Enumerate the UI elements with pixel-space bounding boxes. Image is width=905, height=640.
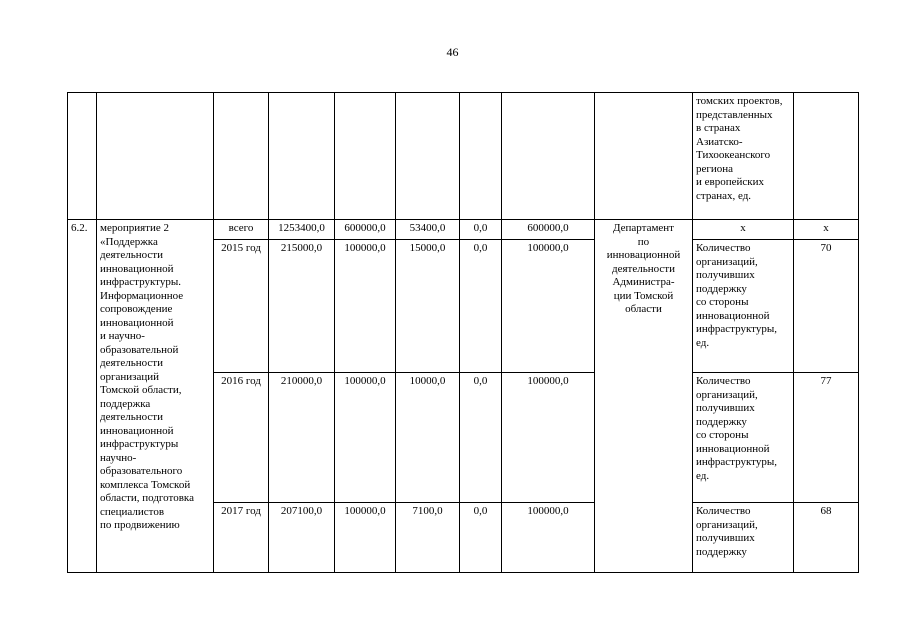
amount-cell: 15000,0 <box>396 240 460 373</box>
total-cell: 1253400,0 <box>269 220 335 240</box>
table-row-total <box>68 220 859 240</box>
amount-cell: 100000,0 <box>335 503 396 573</box>
cell-empty <box>502 93 595 220</box>
amount-cell: 10000,0 <box>396 373 460 503</box>
period-cell: 2015 год <box>214 240 269 373</box>
indicator-cell: томских проектов, представленных в странах Азиатско- Тихоокеанского региона и европейских странах, ед. <box>693 93 794 220</box>
amount-cell: 0,0 <box>460 503 502 573</box>
cell-empty <box>97 93 214 220</box>
amount-cell: 0,0 <box>460 220 502 240</box>
value-cell: 68 <box>794 503 859 573</box>
amount-cell: 100000,0 <box>335 373 396 503</box>
total-cell: 207100,0 <box>269 503 335 573</box>
amount-cell: 100000,0 <box>502 240 595 373</box>
amount-cell: 100000,0 <box>502 503 595 573</box>
amount-cell: 0,0 <box>460 373 502 503</box>
activity-description: мероприятие 2 «Поддержка деятельности инновационной инфраструктуры. Информационное сопровождение инновационной и научно- образовательной деятельности организаций Томской области, поддержка деятельности инновационной инфраструктуры научно- образовательного комплекса Томской области, подготовка специалистов по продвижению <box>97 220 214 573</box>
cell-empty <box>68 93 97 220</box>
amount-cell: 100000,0 <box>502 373 595 503</box>
department-cell: Департамент по инновационной деятельности Администра- ции Томской области <box>595 220 693 573</box>
cell-empty <box>269 93 335 220</box>
amount-cell: 53400,0 <box>396 220 460 240</box>
row-number: 6.2. <box>68 220 97 573</box>
total-cell: 210000,0 <box>269 373 335 503</box>
period-cell: всего <box>214 220 269 240</box>
indicator-cell: Количество организаций, получивших поддержку со стороны инновационной инфраструктуры, ед. <box>693 373 794 503</box>
period-cell: 2017 год <box>214 503 269 573</box>
cell-empty <box>460 93 502 220</box>
table-row-continued <box>68 93 859 220</box>
amount-cell: 7100,0 <box>396 503 460 573</box>
cell-empty <box>214 93 269 220</box>
indicator-cell: Количество организаций, получивших поддержку <box>693 503 794 573</box>
cell-empty <box>335 93 396 220</box>
total-cell: 215000,0 <box>269 240 335 373</box>
amount-cell: 0,0 <box>460 240 502 373</box>
cell-empty <box>794 93 859 220</box>
value-cell: 77 <box>794 373 859 503</box>
value-cell: 70 <box>794 240 859 373</box>
indicator-cell: Количество организаций, получивших поддержку со стороны инновационной инфраструктуры, ед. <box>693 240 794 373</box>
period-cell: 2016 год <box>214 373 269 503</box>
program-table <box>67 92 859 573</box>
amount-cell: 100000,0 <box>335 240 396 373</box>
cell-empty <box>396 93 460 220</box>
cell-empty <box>595 93 693 220</box>
indicator-cell: х <box>693 220 794 240</box>
value-cell: х <box>794 220 859 240</box>
amount-cell: 600000,0 <box>502 220 595 240</box>
page-number: 46 <box>446 45 459 59</box>
amount-cell: 600000,0 <box>335 220 396 240</box>
